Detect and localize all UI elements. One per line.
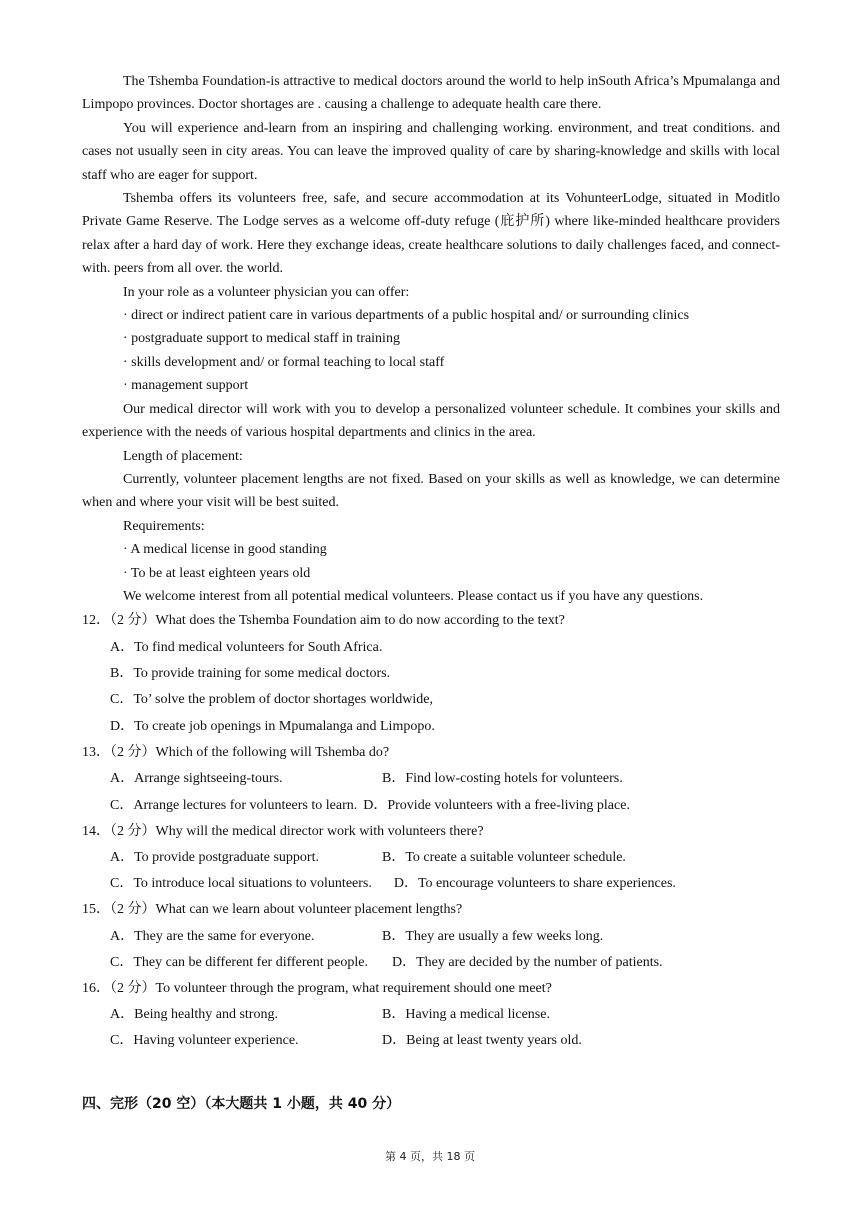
question-14 — [82, 819, 780, 898]
length-heading: Length of placement: — [123, 448, 243, 464]
option-d: D．Being at least twenty years old. — [382, 1033, 582, 1049]
passage-paragraph-1: The Tshemba Foundation-is attractive to medical doctors around the world to help inSouth Africa’s Mpumalanga and Limpopo provinces. Doctor shortages are . causing a challenge to adequate health care there. — [82, 74, 780, 113]
requirement-item: · A medical license in good standing — [123, 542, 327, 558]
question-16 — [82, 976, 780, 1055]
role-intro: In your role as a volunteer physician you can offer: — [123, 284, 410, 300]
option-a: A．Arrange sightseeing-tours. — [110, 771, 283, 787]
page-content — [82, 70, 780, 1055]
question-stem: 14．（2 分）Why will the medical director work with volunteers there? — [82, 823, 484, 839]
option-b: B．Find low-costing hotels for volunteers. — [382, 771, 623, 787]
option-d: D．Provide volunteers with a free-living place. — [363, 797, 630, 813]
passage-paragraph-5: Currently, volunteer placement lengths are not fixed. Based on your skills as well as knowledge, we can determine when and where your visit will be best suited. — [82, 471, 780, 511]
role-item: · skills development and/ or formal teaching to local staff — [123, 354, 445, 370]
question-stem: 12．（2 分）What does the Tshemba Foundation aim to do now according to the text? — [82, 613, 565, 629]
option-d: D．To encourage volunteers to share experiences. — [393, 876, 676, 892]
question-stem: 13．（2 分）Which of the following will Tshemba do? — [82, 745, 390, 761]
role-item: · postgraduate support to medical staff in training — [123, 331, 400, 347]
option-c: C．To’ solve the problem of doctor shortages worldwide, — [110, 692, 434, 708]
role-item: · direct or indirect patient care in various departments of a public hospital and/ or surrounding clinics — [123, 308, 690, 324]
passage-paragraph-3: Tshemba offers its volunteers free, safe, and secure accommodation at its VohunteerLodge, situated in Moditlo Private Game Reserve. The Lodge serves as a welcome off-duty refuge (庇护所) where like-minded healthcare providers relax after a hard day of work. Here they exchange ideas, create healthcare solutions to daily challenges faced, and connect-with. peers from all over. the world. — [82, 191, 780, 277]
option-c: C．Having volunteer experience. — [110, 1033, 299, 1049]
role-item: · management support — [123, 378, 249, 394]
option-c: C．Arrange lectures for volunteers to learn. — [110, 797, 358, 813]
option-a: A．To provide postgraduate support. — [110, 849, 319, 865]
requirements-heading: Requirements: — [123, 518, 205, 534]
option-a: A．They are the same for everyone. — [110, 928, 315, 944]
passage-paragraph-2: You will experience and-learn from an inspiring and challenging working. environment, and treat conditions. and cases not usually seen in city areas. You can leave the improved quality of care by sharing-knowledge and skills with local staff who are eager for support. — [82, 120, 780, 183]
option-c: C．To introduce local situations to volunteers. — [110, 876, 372, 892]
requirement-item: · To be at least eighteen years old — [123, 565, 311, 581]
option-d: D．To create job openings in Mpumalanga and Limpopo. — [110, 718, 435, 734]
question-15 — [82, 897, 780, 976]
option-c: C．They can be different fer different people. — [110, 954, 368, 970]
passage-paragraph-4: Our medical director will work with you to develop a personalized volunteer schedule. It combines your skills and experience with the needs of various hospital departments and clinics in the area. — [82, 401, 780, 441]
question-12 — [82, 608, 780, 740]
page-footer: 第 4 页，共 18 页 — [385, 1150, 475, 1163]
option-b: B．To provide training for some medical doctors. — [110, 665, 391, 681]
option-a: A．Being healthy and strong. — [110, 1007, 278, 1023]
question-stem: 16．（2 分）To volunteer through the program, what requirement should one meet? — [82, 981, 552, 996]
option-d: D．They are decided by the number of patients. — [391, 954, 663, 970]
question-13 — [82, 740, 780, 819]
section-heading: 四、完形（20 空）（本大题共 1 小题，共 40 分） — [82, 1096, 401, 1112]
question-stem: 15．（2 分）What can we learn about volunteer placement lengths? — [82, 902, 463, 918]
option-b: B．Having a medical license. — [382, 1007, 550, 1023]
closing-line: We welcome interest from all potential medical volunteers. Please contact us if you have any questions. — [123, 588, 704, 604]
option-b: B．They are usually a few weeks long. — [382, 928, 604, 944]
option-a: A．To find medical volunteers for South Africa. — [110, 639, 383, 655]
option-b: B．To create a suitable volunteer schedule. — [382, 849, 626, 865]
